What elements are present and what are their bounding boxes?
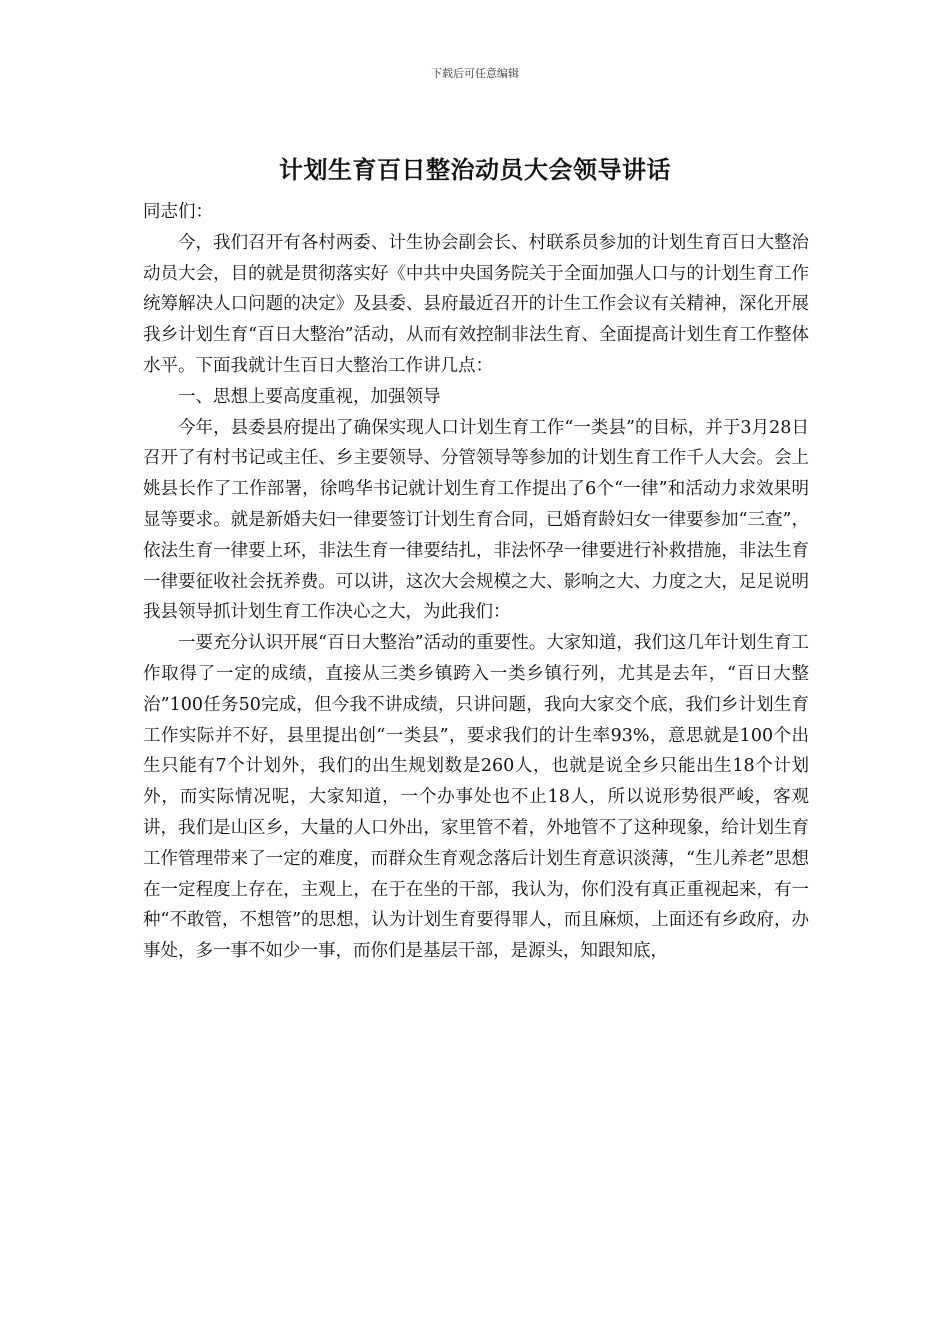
paragraph: 一要充分认识开展“百日大整治”活动的重要性。大家知道，我们这几年计划生育工作取得了一定的成绩，直接从三类乡镇跨入一类乡镇行列，尤其是去年，“百日大整治”100任务50完成，但今我不讲成绩，只讲问题，我向大家交个底，我们乡计划生育工作实际并不好，县里提出创“一类县”，要求我们的计生率93%，意思就是100个出生只能有7个计划外，我们的出生规划数是260人，也就是说全乡只能出生18个计划外，而实际情况呢，大家知道，一个办事处也不止18人，所以说形势很严峻，客观讲，我们是山区乡，大量的人口外出，家里管不着，外地管不了这种现象，给计划生育工作管理带来了一定的难度，而群众生育观念落后计划生育意识淡薄，“生儿养老”思想在一定程度上存在，主观上，在于在坐的干部，我认为，你们没有真正重视起来，有一种“不敢管，不想管”的思想，认为计划生育要得罪人，而且麻烦，上面还有乡政府，办事处，多一事不如少一事，而你们是基层干部，是源头，知跟知底， (143, 633, 809, 962)
header-note: 下载后可任意编辑 (431, 67, 519, 80)
page-title: 计划生育百日整治动员大会领导讲话 (279, 156, 671, 184)
document-body (143, 197, 809, 967)
salutation: 同志们： (143, 202, 213, 222)
paragraph: 今年，县委县府提出了确保实现人口计划生育工作“一类县”的目标，并于3月28日召开了有村书记或主任、乡主要领导、分管领导等参加的计划生育工作千人大会。会上姚县长作了工作部署，徐鸣华书记就计划生育工作提出了6个“一律”和活动力求效果明显等要求。就是新婚夫妇一律要签订计划生育合同，已婚育龄妇女一律要参加“三查”，依法生育一律要上环，非法生育一律要结扎，非法怀孕一律要进行补救措施，非法生育一律要征收社会抚养费。可以讲，这次大会规模之大、影响之大、力度之大，足足说明我县领导抓计划生育工作决心之大，为此我们： (143, 417, 809, 623)
paragraph: 今，我们召开有各村两委、计生协会副会长、村联系员参加的计划生育百日大整治动员大会，目的就是贯彻落实好《中共中央国务院关于全面加强人口与的计划生育工作统筹解决人口问题的决定》及县委、县府最近召开的计生工作会议有关精神，深化开展我乡计划生育“百日大整治”活动，从而有效控制非法生育、全面提高计划生育工作整体水平。下面我就计生百日大整治工作讲几点： (143, 232, 809, 376)
section-heading: 一、思想上要高度重视，加强领导 (178, 386, 441, 407)
